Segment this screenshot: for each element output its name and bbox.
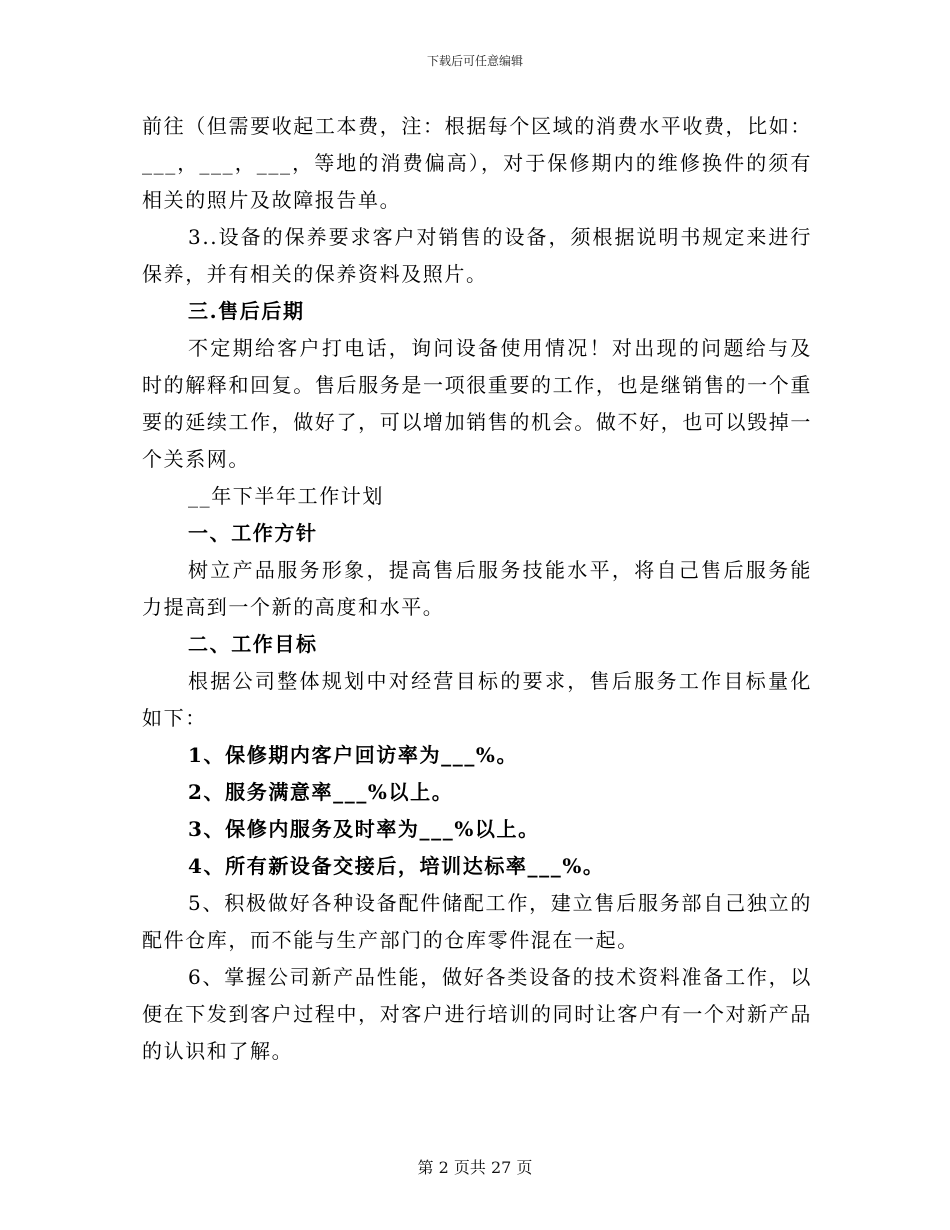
plan-title: __年下半年工作计划	[188, 484, 384, 508]
section-heading-policy: 一、工作方针	[188, 521, 318, 545]
paragraph-maintenance: 3..设备的保养要求客户对销售的设备，须根据说明书规定来进行保养，并有相关的保养资料及照片。	[142, 225, 812, 286]
page-header: 下载后可任意编辑	[426, 54, 523, 68]
goal-item-2: 2、服务满意率___%以上。	[188, 780, 454, 804]
page-footer: 第 2 页共 27 页	[417, 1158, 533, 1177]
goal-item-1: 1、保修期内客户回访率为___%。	[188, 743, 519, 767]
document-body	[142, 108, 812, 1070]
section-heading-goals: 二、工作目标	[188, 632, 318, 656]
goal-item-4: 4、所有新设备交接后，培训达标率___%。	[188, 854, 605, 878]
section-heading-after-sales-late: 三.售后后期	[188, 299, 305, 323]
paragraph-goals-intro: 根据公司整体规划中对经营目标的要求，售后服务工作目标量化如下：	[142, 669, 812, 730]
paragraph-continuation: 前往（但需要收起工本费，注：根据每个区域的消费水平收费，比如：___，___，___，等地的消费偏高），对于保修期内的维修换件的须有相关的照片及故障报告单。	[142, 114, 812, 212]
paragraph-follow-up: 不定期给客户打电话，询问设备使用情况！对出现的问题给与及时的解释和回复。售后服务是一项很重要的工作，也是继销售的一个重要的延续工作，做好了，可以增加销售的机会。做不好，也可以毁掉一个关系网。	[142, 336, 812, 471]
goal-item-3: 3、保修内服务及时率为___%以上。	[188, 817, 540, 841]
goal-item-6: 6、掌握公司新产品性能，做好各类设备的技术资料准备工作，以便在下发到客户过程中，对客户进行培训的同时让客户有一个对新产品的认识和了解。	[142, 965, 812, 1063]
goal-item-5: 5、积极做好各种设备配件储配工作，建立售后服务部自己独立的配件仓库，而不能与生产部门的仓库零件混在一起。	[142, 891, 812, 952]
paragraph-policy: 树立产品服务形象，提高售后服务技能水平，将自己售后服务能力提高到一个新的高度和水平。	[142, 558, 812, 619]
